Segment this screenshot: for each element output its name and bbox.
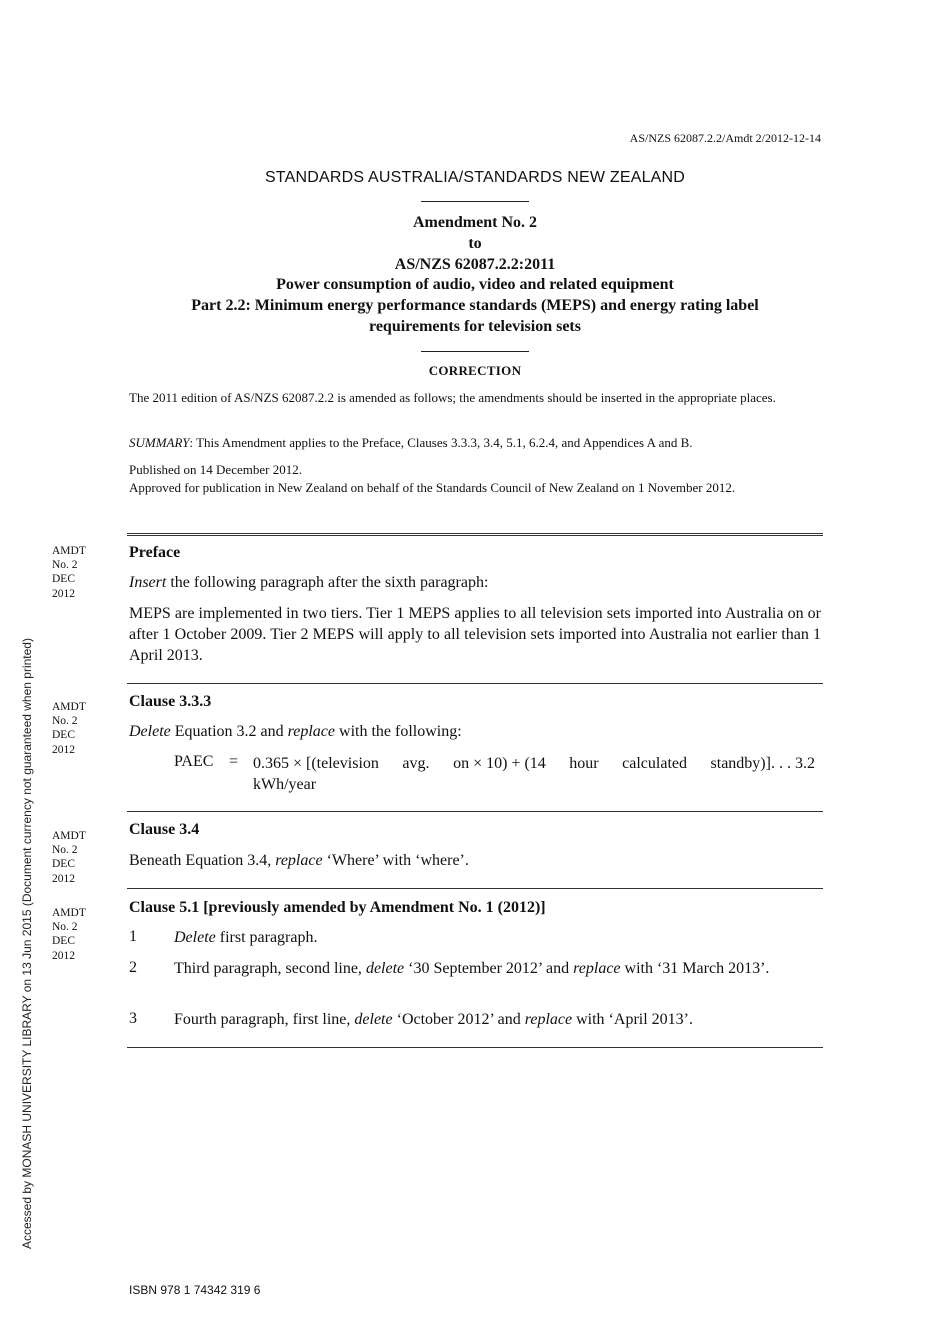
equation-term: on × 10) + (14 xyxy=(453,755,546,772)
instruction-text: Equation 3.2 and xyxy=(170,723,288,740)
amdt-year: 2012 xyxy=(52,949,75,962)
section-title-preface: Preface xyxy=(129,544,181,561)
equation-unit: kWh/year xyxy=(253,776,317,793)
title-rule-bottom xyxy=(421,351,529,352)
amendment-margin-note xyxy=(52,700,112,757)
list-item-number: 1 xyxy=(129,928,137,945)
title-block xyxy=(0,213,950,338)
instruction-verb: delete xyxy=(354,1011,393,1028)
clause-3-4-instruction xyxy=(129,851,821,872)
equation-term: 0.365 × [(television xyxy=(253,755,379,772)
title-line-subject: Power consumption of audio, video and related equipment xyxy=(276,276,674,294)
equation-term: standby)]. . . 3.2 xyxy=(710,755,815,772)
equation-equals: = xyxy=(229,753,239,770)
amdt-label: AMDT xyxy=(52,545,86,557)
instruction-text: ‘Where’ with ‘where’. xyxy=(322,852,469,869)
instruction-text: the following paragraph after the sixth paragraph: xyxy=(166,574,489,591)
amdt-year: 2012 xyxy=(52,872,75,885)
instruction-text: Third paragraph, second line, xyxy=(174,960,366,977)
amdt-month: DEC xyxy=(52,858,75,871)
title-line-part: Part 2.2: Minimum energy performance standards (MEPS) and energy rating label xyxy=(191,297,759,315)
amdt-month: DEC xyxy=(52,935,75,948)
publication-info xyxy=(129,461,821,497)
equation-variable: PAEC xyxy=(174,753,214,770)
list-item-number: 2 xyxy=(129,959,137,976)
instruction-verb: replace xyxy=(524,1011,573,1028)
equation-expression xyxy=(253,753,815,795)
intro-paragraph: The 2011 edition of AS/NZS 62087.2.2 is amended as follows; the amendments should be inserted in the appropriate places. xyxy=(129,390,776,405)
equation-term: hour xyxy=(569,755,599,772)
instruction-verb: replace xyxy=(287,723,336,740)
instruction-verb: replace xyxy=(275,852,323,869)
section-title-clause-3-4: Clause 3.4 xyxy=(129,821,200,838)
summary-paragraph xyxy=(129,434,821,452)
clause-3-3-3-instruction xyxy=(129,722,821,743)
list-item-number: 3 xyxy=(129,1010,137,1027)
instruction-verb: Insert xyxy=(129,574,167,591)
amdt-label: AMDT xyxy=(52,907,86,919)
title-line-amendment: Amendment No. 2 xyxy=(413,214,537,231)
list-item xyxy=(174,1010,821,1031)
instruction-text: with ‘31 March 2013’. xyxy=(620,960,770,977)
amendment-margin-note xyxy=(52,829,112,886)
list-item xyxy=(174,959,821,980)
amdt-year: 2012 xyxy=(52,743,75,756)
instruction-verb: delete xyxy=(365,960,405,977)
section-divider xyxy=(127,888,823,889)
section-divider xyxy=(127,683,823,684)
amdt-year: 2012 xyxy=(52,587,75,600)
instruction-text: Fourth paragraph, first line, xyxy=(174,1011,355,1028)
isbn-footer: ISBN 978 1 74342 319 6 xyxy=(129,1283,261,1297)
instruction-text: ‘30 September 2012’ and xyxy=(404,960,574,977)
instruction-text: with ‘April 2013’. xyxy=(572,1011,693,1028)
section-divider xyxy=(127,1047,823,1048)
equation-term: calculated xyxy=(622,755,687,772)
instruction-text: Beneath Equation 3.4, xyxy=(129,852,276,869)
title-line-to: to xyxy=(468,234,482,252)
instruction-text: ‘October 2012’ and xyxy=(392,1011,525,1028)
document-reference: AS/NZS 62087.2.2/Amdt 2/2012-12-14 xyxy=(629,131,821,145)
title-line-standard: AS/NZS 62087.2.2:2011 xyxy=(394,255,556,273)
amdt-number: No. 2 xyxy=(52,844,78,857)
amdt-number: No. 2 xyxy=(52,715,78,728)
section-title-clause-5-1: Clause 5.1 [previously amended by Amendment No. 1 (2012)] xyxy=(129,899,546,916)
section-title-clause-3-3-3: Clause 3.3.3 xyxy=(129,693,212,710)
access-watermark: Accessed by MONASH UNIVERSITY LIBRARY on 13 Jun 2015 (Document currency not guaranteed when printed) xyxy=(20,638,34,1249)
amdt-label: AMDT xyxy=(52,830,86,842)
instruction-verb: Delete xyxy=(174,929,216,946)
summary-label: SUMMARY xyxy=(129,435,190,450)
amdt-number: No. 2 xyxy=(52,921,78,934)
section-divider xyxy=(127,811,823,812)
title-line-part-cont: requirements for television sets xyxy=(369,317,581,335)
amdt-label: AMDT xyxy=(52,701,86,713)
amendment-margin-note xyxy=(52,906,112,963)
published-date: Published on 14 December 2012. xyxy=(129,462,302,477)
amdt-month: DEC xyxy=(52,573,75,586)
amdt-number: No. 2 xyxy=(52,559,78,572)
section-divider-double xyxy=(127,533,823,536)
approval-note: Approved for publication in New Zealand on behalf of the Standards Council of New Zealand on 1 November 2012. xyxy=(129,480,736,495)
list-item xyxy=(174,928,821,949)
amdt-month: DEC xyxy=(52,729,75,742)
equation-term: avg. xyxy=(402,755,430,772)
instruction-text: with the following: xyxy=(335,723,462,740)
title-rule-top xyxy=(421,201,529,202)
instruction-text: first paragraph. xyxy=(215,929,318,946)
summary-text: : This Amendment applies to the Preface, Clauses 3.3.3, 3.4, 5.1, 6.2.4, and Appendices A and B. xyxy=(189,435,693,450)
instruction-verb: replace xyxy=(573,960,621,977)
preface-inserted-paragraph: MEPS are implemented in two tiers. Tier 1 MEPS applies to all television sets imported into Australia on or after 1 October 2009. Tier 2 MEPS will apply to all television sets imported into Australia not earlier than 1 April 2013. xyxy=(129,605,821,664)
preface-instruction xyxy=(129,573,821,594)
organization-heading: STANDARDS AUSTRALIA/STANDARDS NEW ZEALAND xyxy=(264,169,686,186)
amendment-margin-note xyxy=(52,544,112,601)
instruction-verb: Delete xyxy=(129,723,171,740)
correction-heading: CORRECTION xyxy=(428,363,522,378)
equation-line-1 xyxy=(253,753,815,774)
